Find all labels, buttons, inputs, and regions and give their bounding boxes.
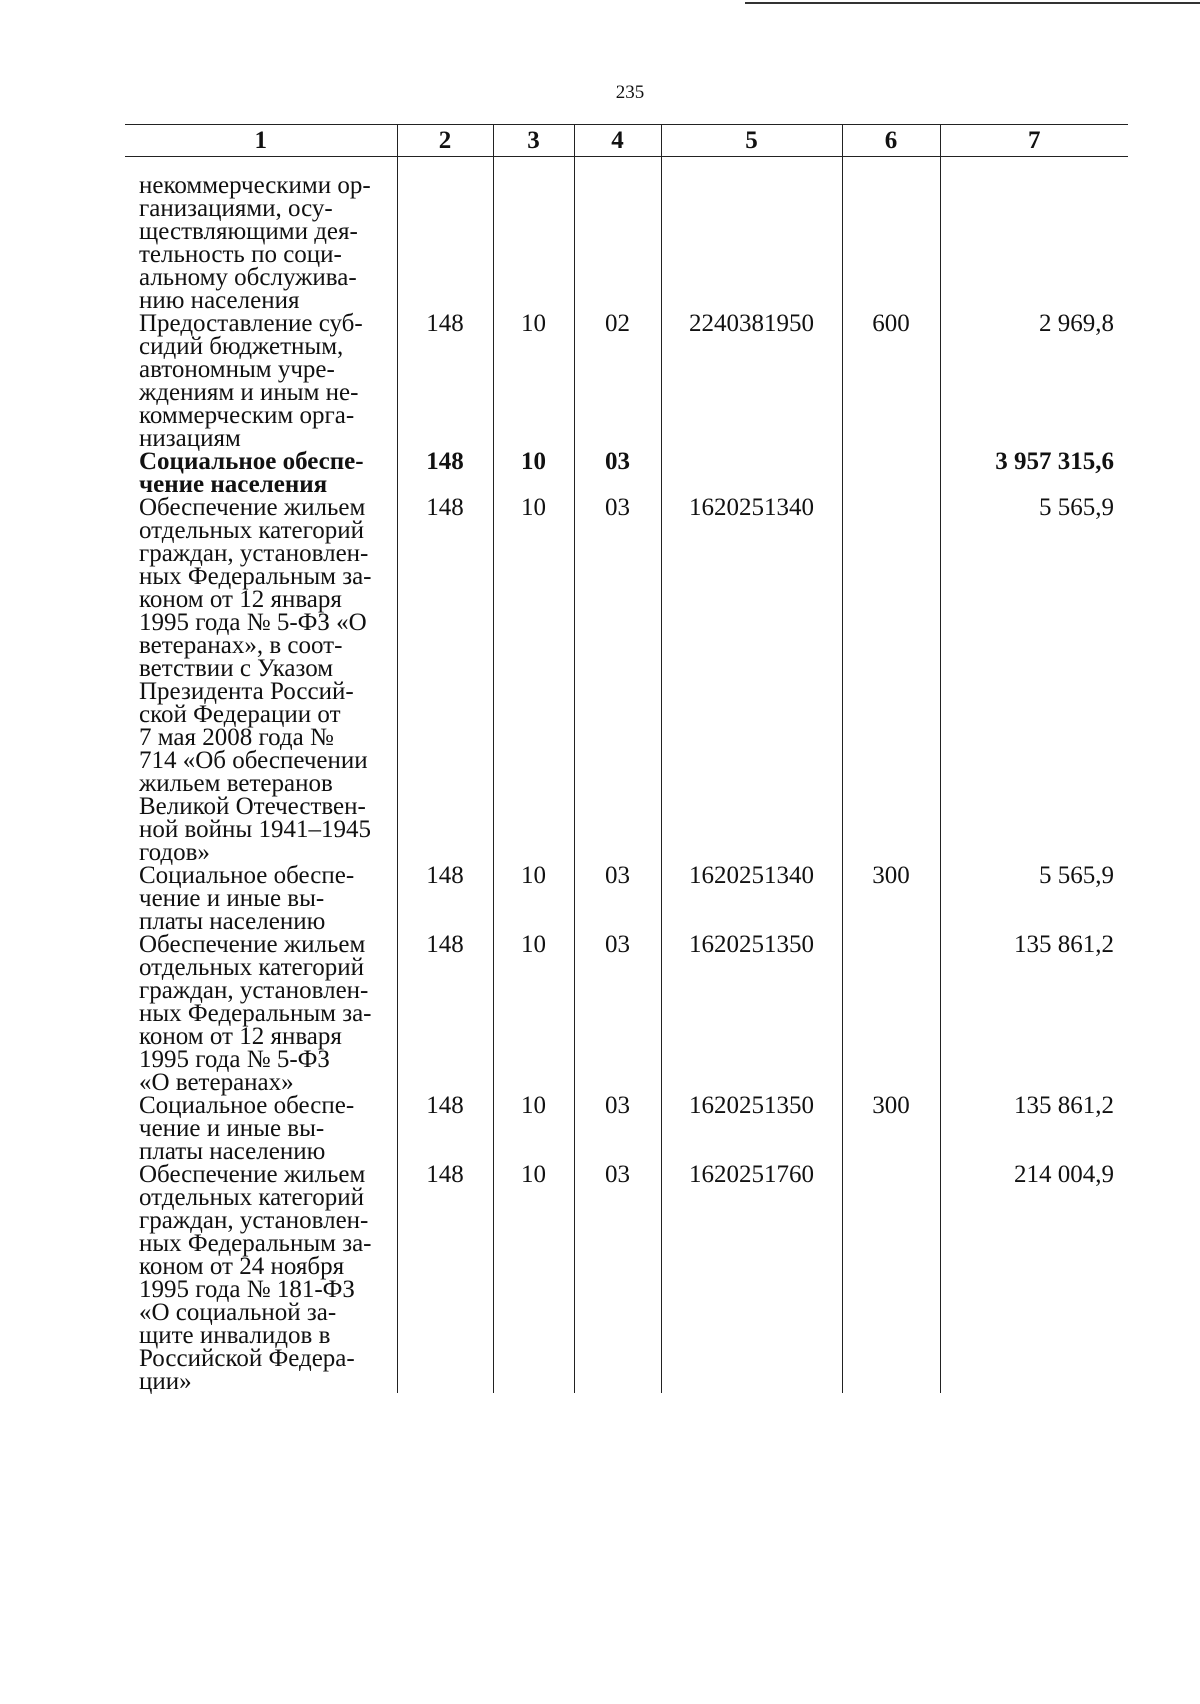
row-col-5: [661, 450, 842, 496]
row-name: Социальное обеспе- чение населения: [139, 448, 364, 498]
row-col-6: [842, 496, 940, 864]
row-col-2: 148: [397, 1094, 493, 1163]
row-name: Обеспечение жильем отдельных категорий граждан, установлен- ных Федеральным за- коном от 12 января 1995 года № 5-ФЗ «О ветеранах», в соот- ветствии с Указом Президента Россий- ской Федерации от 7 мая 2008 года № 714 «Об обеспечении жильем ветеранов Великой Отечествен- ной войны 1941–1945 годов»: [139, 494, 372, 866]
row-name: некоммерческими ор- ганизациями, осу- ществляющими дея- тельность по соци- альному обслужива- нию населения: [139, 172, 371, 314]
page-number: 235: [615, 82, 645, 103]
row-col-4: 03: [574, 450, 661, 496]
row-col-6: 600: [842, 312, 940, 450]
row-name: Обеспечение жильем отдельных категорий граждан, установлен- ных Федеральным за- коном от 24 ноября 1995 года № 181-ФЗ «О социальной за- щите инвалидов в Российской Федера- ции»: [139, 1161, 372, 1395]
row-col-3: 10: [493, 933, 574, 1094]
row-col-5: [661, 174, 842, 312]
row-col-6: 300: [842, 864, 940, 933]
row-col-2: 148: [397, 312, 493, 450]
row-amount: 2 969,8: [940, 312, 1128, 450]
column-header-4: 4: [574, 125, 661, 157]
table-row: [125, 174, 1128, 312]
column-header-2: 2: [397, 125, 493, 157]
row-col-2: 148: [397, 1163, 493, 1393]
row-col-5: 2240381950: [661, 312, 842, 450]
row-col-4: 02: [574, 312, 661, 450]
row-col-5: 1620251350: [661, 933, 842, 1094]
table-row: [125, 312, 1128, 450]
row-amount: 3 957 315,6: [940, 450, 1128, 496]
row-col-6: [842, 933, 940, 1094]
row-amount: 214 004,9: [940, 1163, 1128, 1393]
row-amount: 5 565,9: [940, 864, 1128, 933]
row-col-3: 10: [493, 496, 574, 864]
column-header-5: 5: [661, 125, 842, 157]
row-col-2: 148: [397, 496, 493, 864]
table-row: [125, 933, 1128, 1094]
row-name: Предоставление суб- сидий бюджетным, автономным учре- ждениям и иным не- коммерческим орга- низациям: [139, 310, 363, 452]
row-name: Социальное обеспе- чение и иные вы- платы населению: [139, 1092, 355, 1165]
top-border-rule: [745, 2, 1200, 4]
table-row: [125, 864, 1128, 933]
table-row-section-total: [125, 450, 1128, 496]
row-col-5: 1620251340: [661, 864, 842, 933]
row-col-4: 03: [574, 1163, 661, 1393]
row-col-3: 10: [493, 864, 574, 933]
column-header-3: 3: [493, 125, 574, 157]
row-col-4: [574, 174, 661, 312]
row-col-2: 148: [397, 450, 493, 496]
row-col-6: [842, 450, 940, 496]
row-name: Социальное обеспе- чение и иные вы- платы населению: [139, 862, 355, 935]
row-col-2: [397, 174, 493, 312]
row-name: Обеспечение жильем отдельных категорий граждан, установлен- ных Федеральным за- коном от 12 января 1995 года № 5-ФЗ «О ветеранах»: [139, 931, 372, 1096]
row-col-2: 148: [397, 864, 493, 933]
row-col-6: [842, 174, 940, 312]
row-amount: 135 861,2: [940, 933, 1128, 1094]
row-amount: 135 861,2: [940, 1094, 1128, 1163]
table-row: [125, 1094, 1128, 1163]
row-col-5: 1620251340: [661, 496, 842, 864]
column-header-7: 7: [940, 125, 1128, 157]
row-col-4: 03: [574, 1094, 661, 1163]
column-header-6: 6: [842, 125, 940, 157]
row-col-3: 10: [493, 1163, 574, 1393]
row-col-3: 10: [493, 1094, 574, 1163]
row-col-4: 03: [574, 933, 661, 1094]
table-header-row: [125, 125, 1128, 157]
budget-table: [125, 124, 1128, 1393]
row-amount: [940, 174, 1128, 312]
row-col-5: 1620251350: [661, 1094, 842, 1163]
row-col-3: 10: [493, 312, 574, 450]
table-row: [125, 1163, 1128, 1393]
row-col-6: [842, 1163, 940, 1393]
row-col-2: 148: [397, 933, 493, 1094]
row-col-4: 03: [574, 496, 661, 864]
row-col-5: 1620251760: [661, 1163, 842, 1393]
table-row: [125, 496, 1128, 864]
column-header-1: 1: [125, 125, 397, 157]
row-col-3: [493, 174, 574, 312]
row-col-3: 10: [493, 450, 574, 496]
row-col-4: 03: [574, 864, 661, 933]
row-amount: 5 565,9: [940, 496, 1128, 864]
row-col-6: 300: [842, 1094, 940, 1163]
